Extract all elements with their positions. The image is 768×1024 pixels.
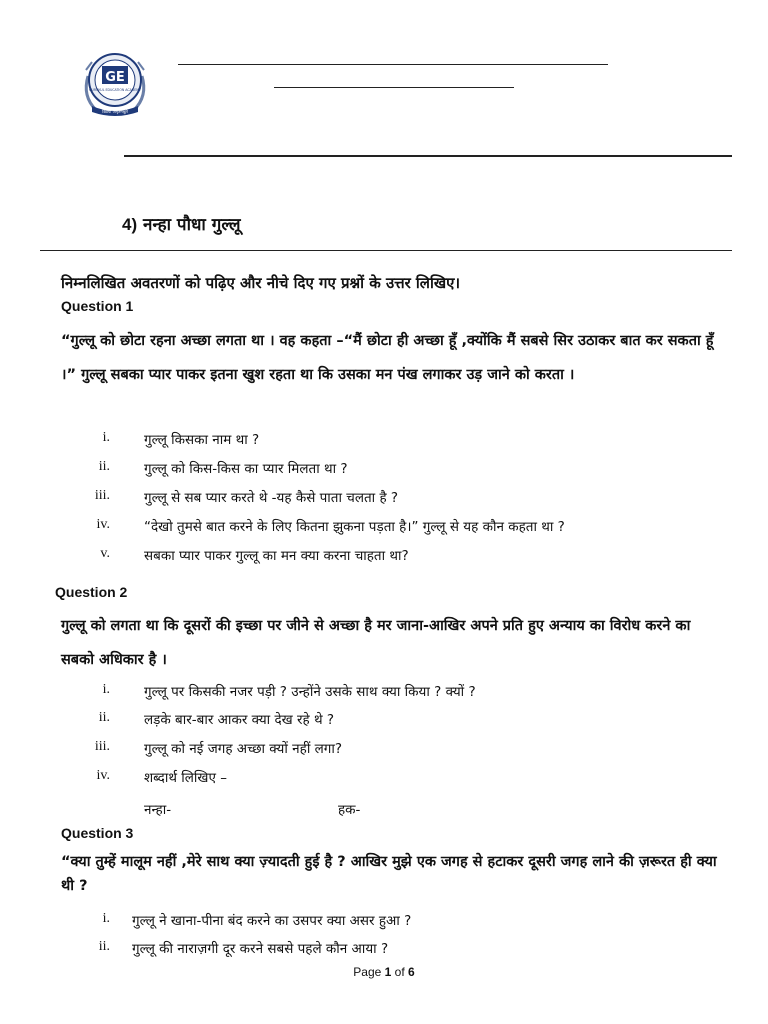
word-meaning-2: हक-: [338, 802, 361, 818]
item-number: iii.: [94, 739, 110, 754]
header-rule: [124, 155, 732, 157]
item-text: गुल्लू ने खाना-पीना बंद करने का उसपर क्या असर हुआ ?: [132, 913, 412, 929]
footer-total-pages: 6: [408, 965, 415, 979]
chapter-name: नन्हा पौधा गुल्लू: [143, 215, 241, 235]
footer-prefix: Page: [353, 965, 385, 979]
footer-middle: of: [391, 965, 409, 979]
question-3-heading: Question 3: [61, 825, 134, 841]
item-number: iv.: [96, 517, 110, 532]
question-1-heading: Question 1: [61, 298, 134, 314]
question-1-passage: “गुल्लू को छोटा रहना अच्छा लगता था । वह कहता –“मैं छोटा ही अच्छा हूँ ,क्योंकि मैं सबसे सिर उठाकर बात कर सकता हूँ ।” गुल्लू सबका प्यार पाकर इतना खुश रहता था कि उसका मन पंख लगाकर उड़ जाने को करता ।: [61, 333, 714, 383]
footer-current-page: 1: [384, 965, 392, 979]
question-2-passage: गुल्लू को लगता था कि दूसरों की इच्छा पर जीने से अच्छा है मर जाना-आखिर अपने प्रति हुए अन्याय का विरोध करने का सबको अधिकार है ।: [61, 618, 691, 668]
item-text: लड़के बार-बार आकर क्या देख रहे थे ?: [144, 712, 335, 728]
item-number: v.: [100, 546, 110, 561]
logo-tagline: विद्यया अमृतमश्नुते: [102, 109, 128, 114]
logo-text: GE: [105, 70, 125, 85]
item-number: iv.: [96, 768, 110, 783]
chapter-rule: [40, 250, 732, 251]
item-number: ii.: [98, 459, 110, 474]
item-text: “देखो तुमसे बात करने के लिए कितना झुकना पड़ता है।” गुल्लू से यह कौन कहता था ?: [144, 519, 565, 535]
item-text: गुल्लू को किस-किस का प्यार मिलता था ?: [144, 461, 348, 477]
item-text: गुल्लू की नाराज़गी दूर करने सबसे पहले कौन आया ?: [132, 941, 389, 957]
item-number: ii.: [98, 710, 110, 725]
item-text: गुल्लू को नई जगह अच्छा क्यों नहीं लगा?: [144, 741, 343, 757]
item-number: i.: [102, 430, 110, 445]
page-footer: [0, 965, 768, 979]
item-number: iii.: [94, 488, 110, 503]
header-blank-line-2: [274, 87, 514, 88]
item-text: गुल्लू किसका नाम था ?: [144, 432, 260, 448]
item-number: i.: [102, 682, 110, 697]
item-number: ii.: [98, 939, 110, 954]
item-text: सबका प्यार पाकर गुल्लू का मन क्या करना चाहता था?: [144, 548, 409, 564]
word-meaning-1: नन्हा-: [144, 802, 172, 818]
school-logo: [78, 48, 152, 118]
header-blank-line-1: [178, 64, 608, 65]
item-text: शब्दार्थ लिखिए –: [144, 770, 227, 786]
item-number: i.: [102, 911, 110, 926]
instruction: निम्नलिखित अवतरणों को पढ़िए और नीचे दिए गए प्रश्नों के उत्तर लिखिए।: [61, 274, 461, 292]
chapter-title: [122, 212, 241, 235]
question-2-heading: Question 2: [55, 584, 128, 600]
item-text: गुल्लू से सब प्यार करते थे -यह कैसे पाता चलता है ?: [144, 490, 399, 506]
chapter-number: 4): [122, 215, 138, 234]
item-text: गुल्लू पर किसकी नजर पड़ी ? उन्होंने उसके साथ क्या किया ? क्यों ?: [144, 684, 476, 700]
logo-motto: GURUKUL EDUCATION ACADEMY: [89, 88, 141, 92]
question-3-passage: “क्या तुम्हें मालूम नहीं ,मेरे साथ क्या ज़्यादती हुई है ? आखिर मुझे एक जगह से हटाकर दूसरी जगह लाने की ज़रूरत ही क्या थी ?: [61, 854, 717, 894]
